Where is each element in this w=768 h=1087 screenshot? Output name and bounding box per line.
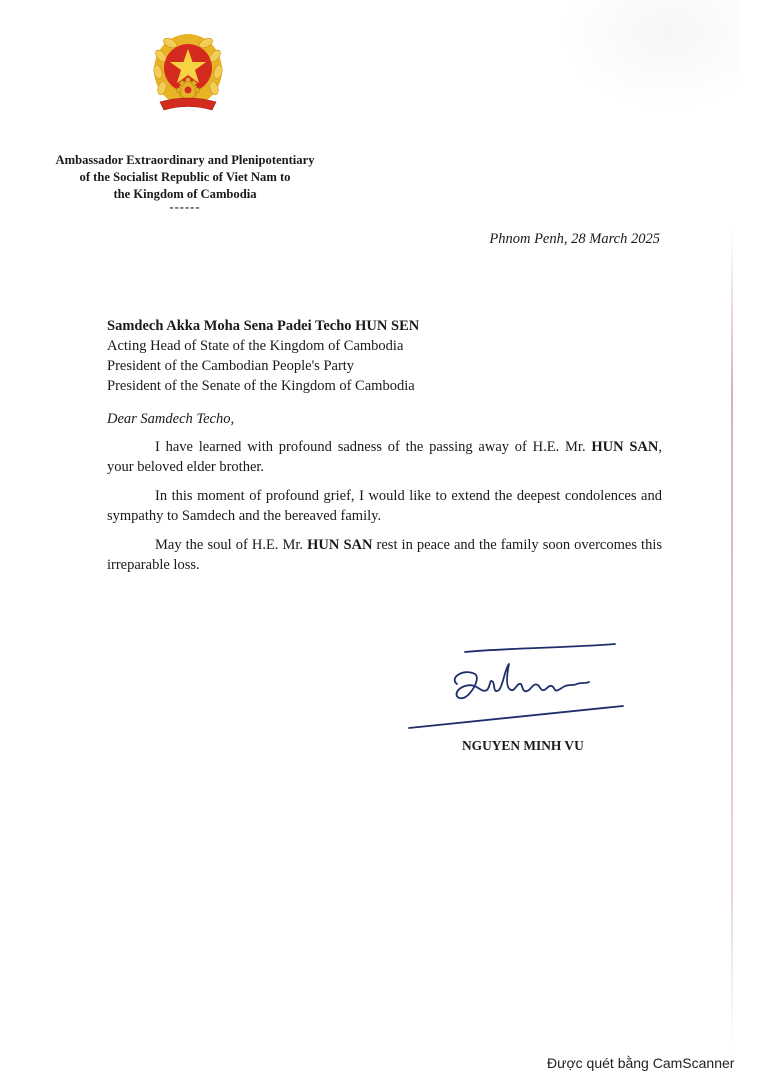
national-emblem-icon (150, 30, 226, 114)
scan-smudge (560, 0, 740, 110)
sender-block (20, 152, 350, 216)
sender-separator: ------ (169, 200, 201, 214)
page-edge-line (731, 230, 733, 1050)
p1-text-after: , your beloved elder brother. (107, 439, 662, 475)
sender-line-2: of the Socialist Republic of Viet Nam to (79, 170, 291, 184)
salutation: Dear Samdech Techo, (107, 411, 235, 427)
p3-text-after: rest in peace and the family soon overcomes this irreparable loss. (107, 537, 663, 573)
p1-text-before: I have learned with profound sadness of the passing away of H.E. Mr. (155, 439, 592, 455)
p3-text-before: May the soul of H.E. Mr. (155, 537, 308, 553)
body-paragraph-1 (107, 437, 662, 477)
body-paragraph-3 (107, 535, 662, 575)
p1-bold-name: HUN SAN (591, 439, 659, 455)
recipient-title-1: Acting Head of State of the Kingdom of Cambodia (107, 338, 404, 354)
recipient-title-3: President of the Senate of the Kingdom of Cambodia (107, 378, 415, 394)
letter-date: Phnom Penh, 28 March 2025 (489, 231, 660, 247)
p3-bold-name: HUN SAN (307, 537, 373, 553)
letter-body (107, 437, 662, 584)
recipient-name: Samdech Akka Moha Sena Padei Techo HUN SEN (107, 318, 420, 334)
body-paragraph-2: In this moment of profound grief, I would like to extend the deepest condolences and sympathy to Samdech and the bereaved family. (107, 488, 662, 524)
handwritten-signature (405, 638, 635, 740)
signer-name: NGUYEN MINH VU (462, 738, 584, 753)
scanner-watermark: Được quét bằng CamScanner (547, 1055, 735, 1071)
sender-line-3: the Kingdom of Cambodia (113, 187, 257, 201)
recipient-block (107, 316, 419, 396)
recipient-title-2: President of the Cambodian People's Party (107, 358, 355, 374)
sender-line-1: Ambassador Extraordinary and Plenipotentiary (55, 153, 315, 167)
